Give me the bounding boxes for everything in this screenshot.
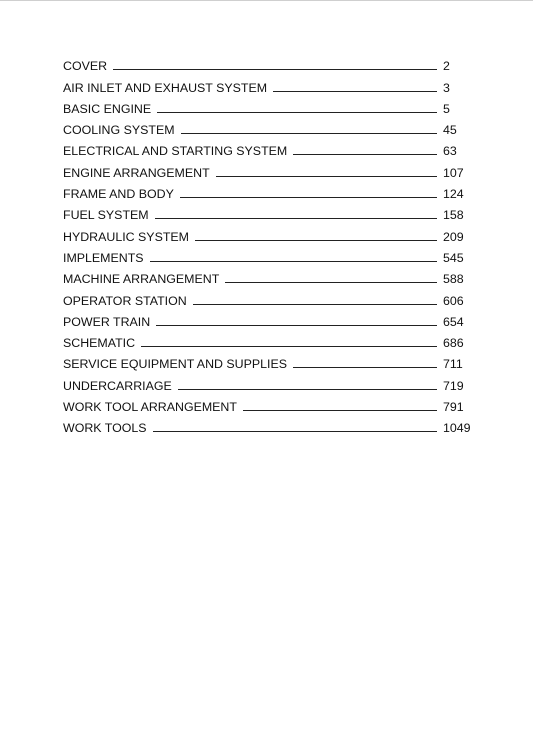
toc-leader-line	[141, 346, 437, 347]
toc-entry-title: IMPLEMENTS	[63, 250, 144, 265]
toc-entry-title: FRAME AND BODY	[63, 187, 174, 202]
toc-entry-page: 654	[443, 314, 464, 329]
toc-leader-line	[273, 91, 437, 92]
toc-entry[interactable]	[63, 137, 473, 158]
toc-entry-page: 63	[443, 144, 457, 159]
toc-leader-line	[180, 197, 437, 198]
toc-leader-line	[243, 410, 437, 411]
toc-entry-page: 686	[443, 336, 464, 351]
toc-entry-title: UNDERCARRIAGE	[63, 378, 172, 393]
toc-entry-title: SCHEMATIC	[63, 336, 136, 351]
toc-entry-page: 1049	[443, 421, 471, 436]
toc-entry[interactable]	[63, 371, 473, 392]
toc-leader-line	[156, 325, 437, 326]
toc-entry[interactable]	[63, 308, 473, 329]
toc-entry[interactable]	[63, 393, 473, 414]
toc-entry[interactable]	[63, 158, 473, 179]
toc-entry-title: WORK TOOL ARRANGEMENT	[63, 400, 237, 415]
toc-leader-line	[155, 218, 437, 219]
toc-entry-page: 124	[443, 187, 464, 202]
toc-leader-line	[195, 240, 437, 241]
toc-entry[interactable]	[63, 329, 473, 350]
toc-entry-title: SERVICE EQUIPMENT AND SUPPLIES	[63, 357, 288, 372]
toc-entry-title: BASIC ENGINE	[63, 101, 152, 116]
toc-entry-title: ELECTRICAL AND STARTING SYSTEM	[63, 144, 288, 159]
toc-leader-line	[293, 367, 437, 368]
toc-leader-line	[225, 282, 437, 283]
toc-entry-title: OPERATOR STATION	[63, 293, 187, 308]
toc-entry-title: WORK TOOLS	[63, 421, 147, 436]
toc-entry-title: MACHINE ARRANGEMENT	[63, 272, 220, 287]
toc-entry-page: 606	[443, 293, 464, 308]
toc-leader-line	[293, 154, 437, 155]
toc-entry-title: COVER	[63, 59, 108, 74]
toc-entry[interactable]	[63, 73, 473, 94]
toc-entry[interactable]	[63, 116, 473, 137]
toc-entry[interactable]	[63, 52, 473, 73]
toc-leader-line	[181, 133, 437, 134]
toc-entry-page: 719	[443, 378, 464, 393]
toc-entry[interactable]	[63, 265, 473, 286]
toc-leader-line	[153, 431, 437, 432]
toc-leader-line	[150, 261, 437, 262]
toc-entry-page: 45	[443, 123, 457, 138]
toc-entry-page: 588	[443, 272, 464, 287]
toc-leader-line	[178, 389, 437, 390]
toc-entry-title: ENGINE ARRANGEMENT	[63, 165, 210, 180]
toc-leader-line	[113, 69, 437, 70]
page-top-border	[0, 0, 533, 1]
toc-entry-title: FUEL SYSTEM	[63, 208, 149, 223]
table-of-contents	[63, 52, 473, 435]
toc-leader-line	[157, 112, 437, 113]
toc-leader-line	[216, 176, 437, 177]
toc-entry[interactable]	[63, 244, 473, 265]
toc-entry-title: HYDRAULIC SYSTEM	[63, 229, 189, 244]
toc-entry-page: 5	[443, 101, 450, 116]
toc-entry[interactable]	[63, 180, 473, 201]
toc-entry-page: 2	[443, 59, 450, 74]
toc-entry-page: 791	[443, 400, 464, 415]
toc-entry-page: 3	[443, 80, 450, 95]
toc-entry-page: 545	[443, 250, 464, 265]
toc-entry[interactable]	[63, 201, 473, 222]
toc-entry-title: COOLING SYSTEM	[63, 123, 175, 138]
toc-entry-page: 107	[443, 165, 464, 180]
toc-entry[interactable]	[63, 95, 473, 116]
toc-entry[interactable]	[63, 222, 473, 243]
toc-entry[interactable]	[63, 350, 473, 371]
toc-entry[interactable]	[63, 414, 473, 435]
toc-entry[interactable]	[63, 286, 473, 307]
toc-entry-title: AIR INLET AND EXHAUST SYSTEM	[63, 80, 268, 95]
toc-entry-page: 209	[443, 229, 464, 244]
toc-leader-line	[193, 304, 437, 305]
toc-entry-page: 711	[443, 357, 463, 372]
toc-entry-page: 158	[443, 208, 464, 223]
toc-entry-title: POWER TRAIN	[63, 314, 151, 329]
